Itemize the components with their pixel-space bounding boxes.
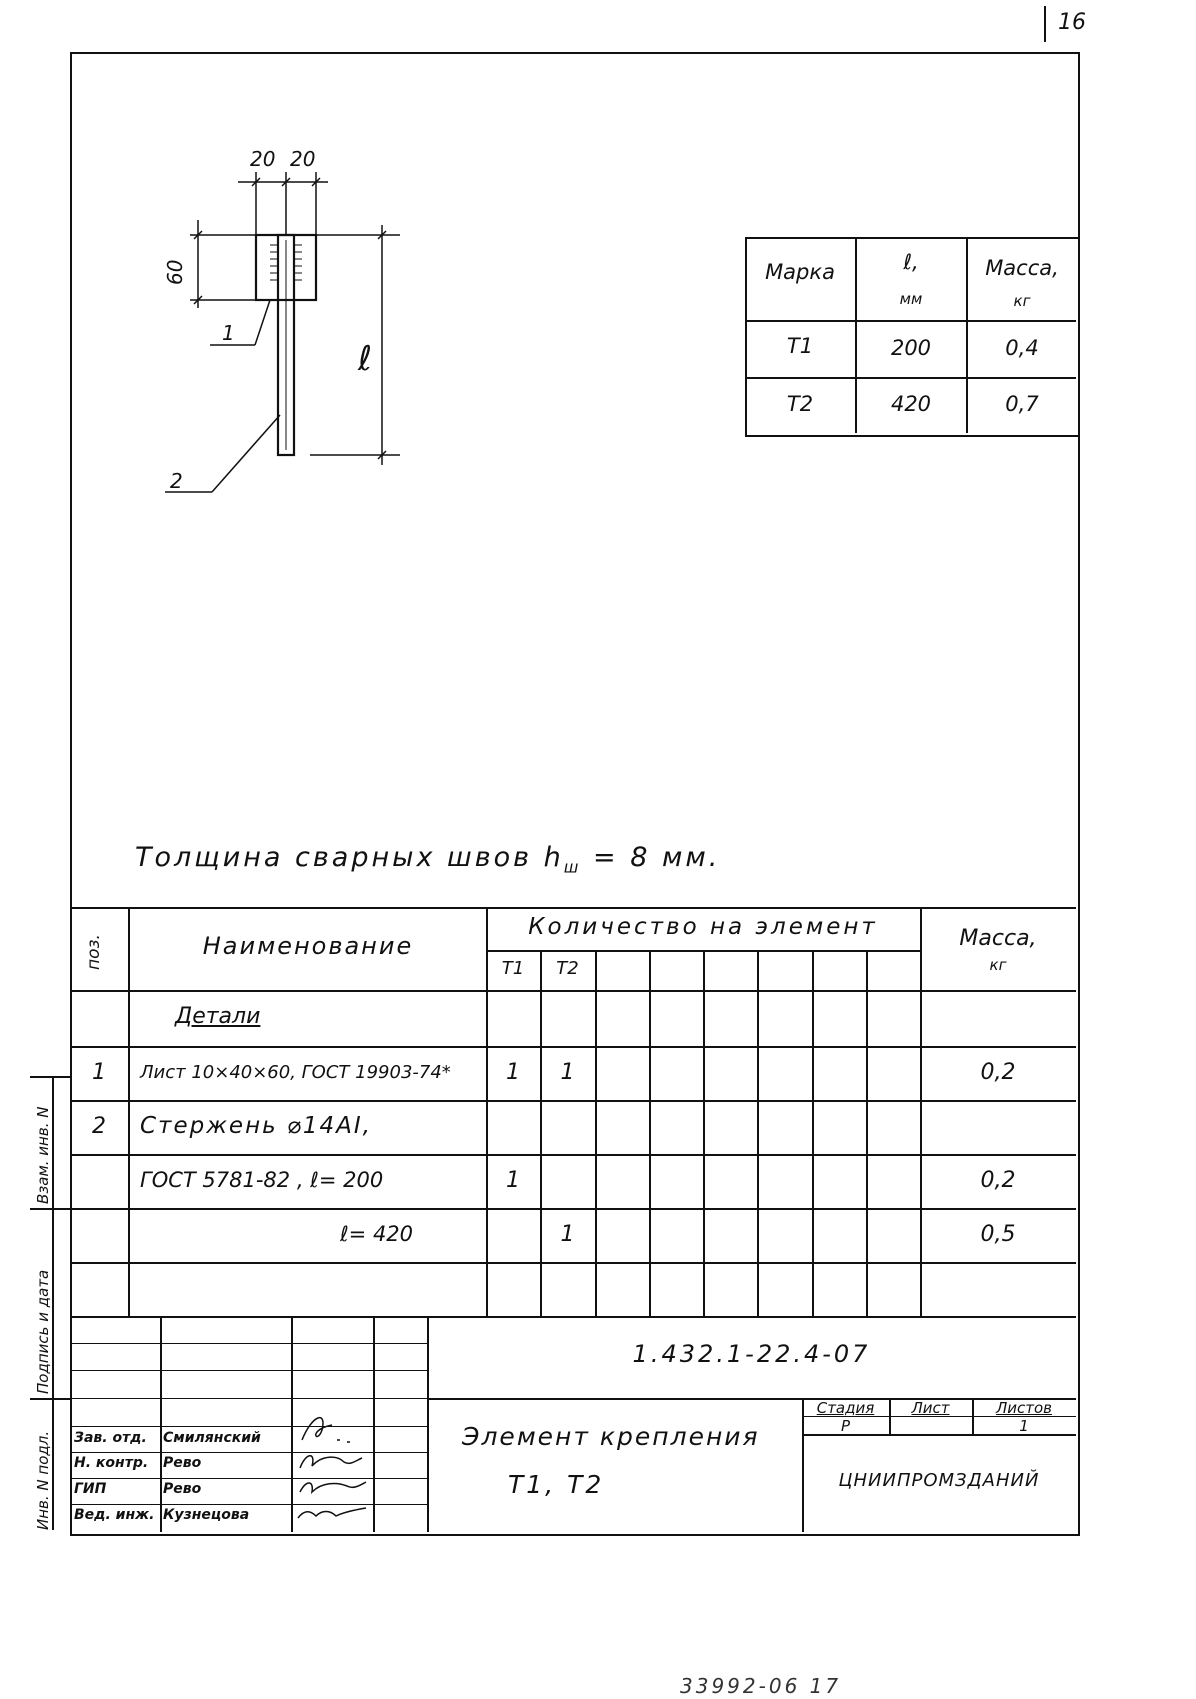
sheet-header: Лист [911,1399,950,1417]
role-label: Н. контр. [74,1455,149,1471]
organization: ЦНИИПРОМЗДАНИЙ [838,1470,1040,1491]
spec-header-bottom [70,990,1076,992]
spec-col-line [812,950,814,1316]
tb-line [70,1504,427,1505]
spec-col-line [540,950,542,1316]
callout-1: 1 [222,321,235,345]
spec-row-name: Лист 10×40×60, ГОСТ 19903-74* [140,1062,451,1083]
person-name: Рево [163,1481,202,1497]
marks-row-mark: Т2 [786,392,814,416]
spec-row-mass: 0,2 [980,1060,1016,1085]
spec-header-name: Наименование [202,932,414,960]
spec-row-t1: 1 [506,1168,520,1193]
marks-row-length: 200 [890,336,932,360]
marks-row-mass: 0,4 [1005,336,1039,360]
side-strip-tick [30,1076,70,1078]
spec-row-line [70,1154,1076,1156]
tb-line [70,1478,427,1479]
tb-line [373,1316,375,1532]
marks-header-length-unit: мм [899,290,923,308]
page-number-divider [1044,6,1046,42]
spec-col-line [757,950,759,1316]
person-name: Смилянский [163,1430,261,1446]
marks-row-mark: Т1 [786,334,814,358]
spec-header-t2: Т2 [556,958,579,979]
marks-header-mark: Марка [765,260,835,284]
callout-2: 2 [170,469,183,493]
weld-note-text: Толщина сварных швов h [135,842,564,873]
spec-row-t1: 1 [506,1060,520,1085]
spec-header-mass-unit: кг [989,956,1007,974]
dim-top-left: 20 [250,147,276,171]
doc-title: Элемент крепления [462,1422,760,1451]
spec-header-t1: Т1 [501,958,525,979]
marks-header-length: ℓ, [903,250,919,274]
spec-row-pos: 2 [92,1114,106,1139]
spec-col-line [866,950,868,1316]
dim-length: ℓ [358,339,373,379]
person-name: Рево [163,1455,202,1471]
doc-code: 1.432.1-22.4-07 [632,1340,871,1368]
side-strip-tick [30,1398,70,1400]
weld-note-sub: ш [563,857,582,877]
spec-bottom-line [70,1316,1076,1318]
sheets-value: 1 [1019,1417,1029,1435]
doc-title-marks: Т1, Т2 [508,1470,605,1499]
role-label: Вед. инж. [74,1507,155,1523]
spec-row-line [70,1100,1076,1102]
role-label: ГИП [74,1481,107,1497]
spec-row-pos: 1 [92,1060,106,1085]
spec-row-t2: 1 [560,1222,575,1247]
side-label-signature: Подпись и дата [34,1269,52,1394]
role-label: Зав. отд. [74,1430,147,1446]
weld-note-end: = 8 мм. [592,842,721,873]
dim-top-right: 20 [290,147,316,171]
spec-row-t2: 1 [560,1060,575,1085]
stage-header: Стадия [816,1399,875,1417]
spec-header-qty: Количество на элемент [528,914,878,940]
spec-col-line [128,907,130,1316]
tb-line [70,1343,427,1344]
spec-col-line [703,950,705,1316]
spec-section-details: Детали [175,1004,261,1029]
spec-row-line [70,1046,1076,1048]
tb-line [70,1398,427,1399]
spec-header-mass: Масса, [959,926,1037,951]
marks-row-divider-2 [745,377,1076,379]
marks-header-mass: Масса, [985,256,1059,280]
marks-row-length: 420 [890,392,932,416]
marks-header-mass-unit: кг [1013,292,1031,310]
bottom-reference: 33992-06 17 [680,1674,842,1698]
spec-row-name: ГОСТ 5781-82 , ℓ= 200 [140,1168,384,1192]
side-strip-line [52,1076,54,1530]
marks-row-divider-1 [745,320,1076,322]
marks-row-mass: 0,7 [1005,392,1039,416]
spec-col-line [595,950,597,1316]
page-number: 16 [1058,10,1086,35]
side-label-inv: Инв. N подл. [34,1430,52,1530]
spec-top-line [70,907,1076,909]
spec-header-pos: поз. [84,934,104,970]
tb-line [160,1316,162,1532]
spec-col-line [649,950,651,1316]
signatures [292,1400,372,1530]
side-strip-tick [30,1208,70,1210]
spec-row-mass: 0,5 [980,1222,1016,1247]
spec-row-name: Стержень ⌀14АI, [140,1113,372,1139]
side-label-replace: Взам. инв. N [34,1106,52,1204]
spec-row-line [70,1262,1076,1264]
tb-line [70,1452,427,1453]
tb-line [70,1426,427,1427]
sheets-header: Листов [995,1399,1053,1417]
person-name: Кузнецова [163,1507,250,1523]
spec-row-line [70,1208,1076,1210]
stage-value: Р [840,1417,851,1435]
weld-note [135,842,720,876]
spec-row-mass: 0,2 [980,1168,1016,1193]
dim-height: 60 [163,259,187,285]
spec-row-name: ℓ= 420 [340,1222,414,1246]
element-drawing [150,140,430,500]
tb-line [70,1370,427,1371]
